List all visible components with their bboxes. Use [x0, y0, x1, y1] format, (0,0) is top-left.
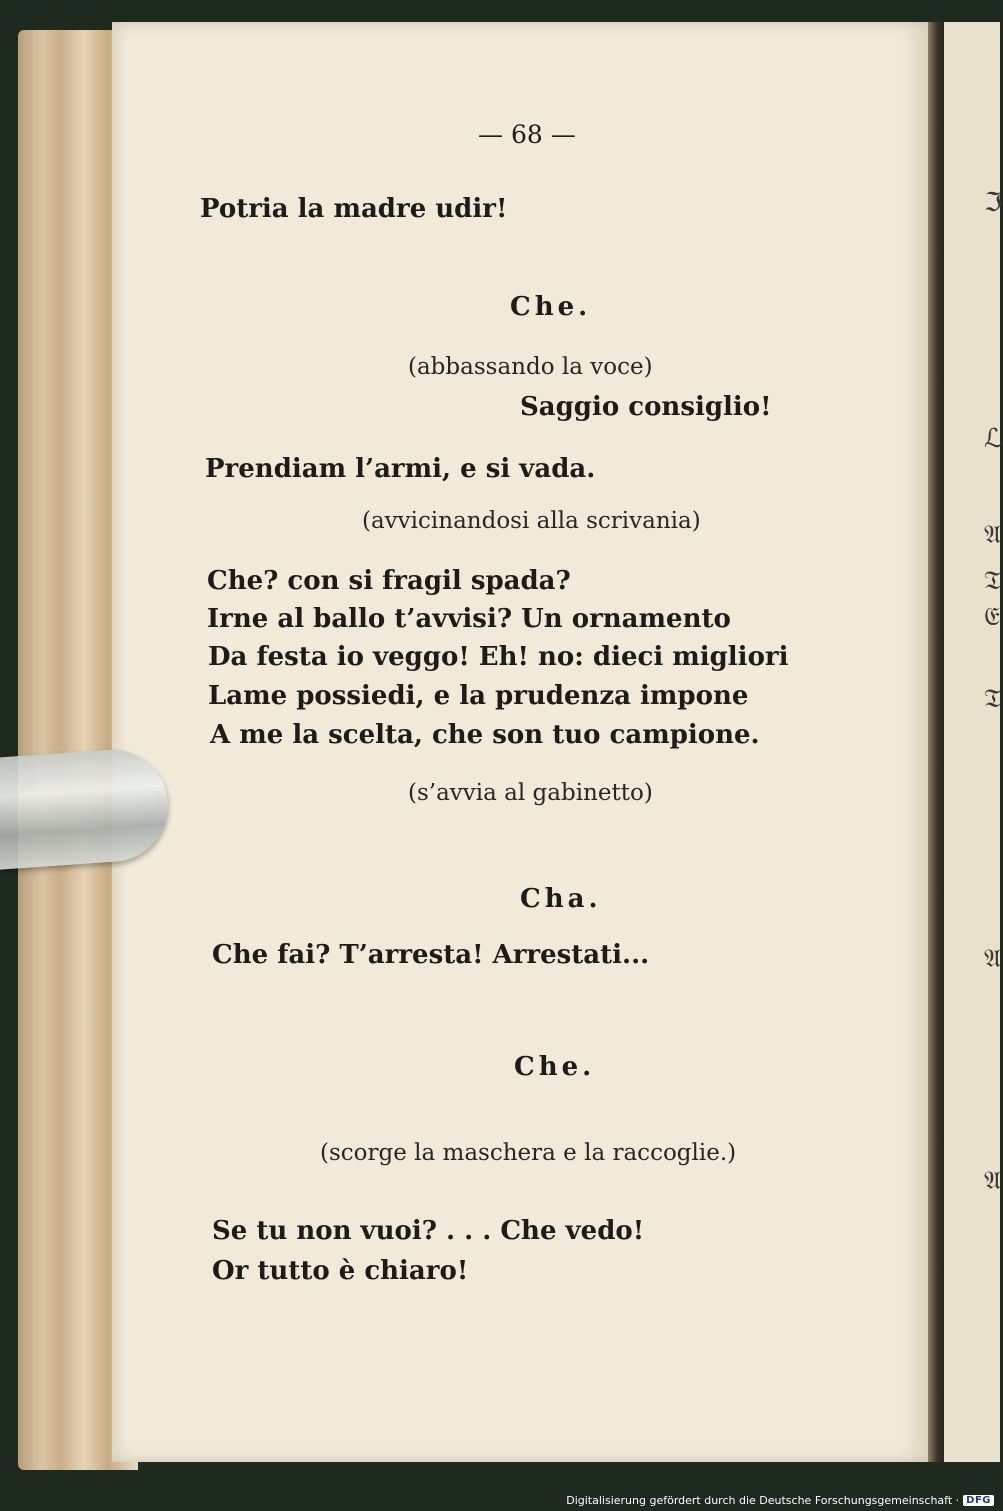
page-number: — 68 —: [478, 120, 576, 149]
speaker-name: Cha.: [520, 884, 602, 914]
facing-page-glyph: 𝔄: [984, 520, 1002, 550]
verse-line: Or tutto è chiaro!: [212, 1256, 469, 1286]
digitization-footer: [566, 1491, 994, 1509]
verse-line: Lame possiedi, e la prudenza impone: [208, 681, 749, 711]
facing-page-glyph: ℑ: [984, 188, 1003, 218]
verse-line: Potria la madre udir!: [200, 194, 508, 224]
facing-page-glyph: 𝔄: [984, 1166, 1002, 1196]
footer-credit: Digitalisierung gefördert durch die Deutsche Forschungsgemeinschaft ·: [566, 1493, 960, 1507]
facing-page-glyph: 𝔗: [984, 684, 1002, 714]
facing-page-glyph: ℒ: [984, 424, 1003, 454]
stage-direction: (s’avvia al gabinetto): [408, 780, 653, 806]
facing-page-glyph: 𝔄: [984, 944, 1002, 974]
verse-line: Che fai? T’arresta! Arrestati...: [212, 940, 650, 970]
speaker-name: Che.: [514, 1052, 596, 1082]
verse-line: Da festa io veggo! Eh! no: dieci migliori: [208, 642, 789, 672]
verse-line: A me la scelta, che son tuo campione.: [210, 720, 760, 750]
facing-page-glyph: 𝔗: [984, 566, 1002, 596]
book-gutter: [928, 22, 944, 1462]
speaker-name: Che.: [510, 292, 592, 322]
verse-line: Saggio consiglio!: [520, 392, 772, 422]
dfg-logo: DFG: [963, 1495, 994, 1506]
verse-line: Irne al ballo t’avvisi? Un ornamento: [207, 604, 731, 634]
facing-page: [944, 22, 1003, 1462]
stage-direction: (scorge la maschera e la raccoglie.): [320, 1140, 737, 1166]
stage-direction: (abbassando la voce): [408, 354, 653, 380]
facing-page-glyph: 𝔈: [984, 602, 1000, 632]
verse-line: Prendiam l’armi, e si vada.: [205, 454, 596, 484]
stage-direction: (avvicinandosi alla scrivania): [362, 508, 701, 534]
verse-line: Se tu non vuoi? . . . Che vedo!: [212, 1216, 645, 1246]
verse-line: Che? con si fragil spada?: [207, 566, 571, 596]
